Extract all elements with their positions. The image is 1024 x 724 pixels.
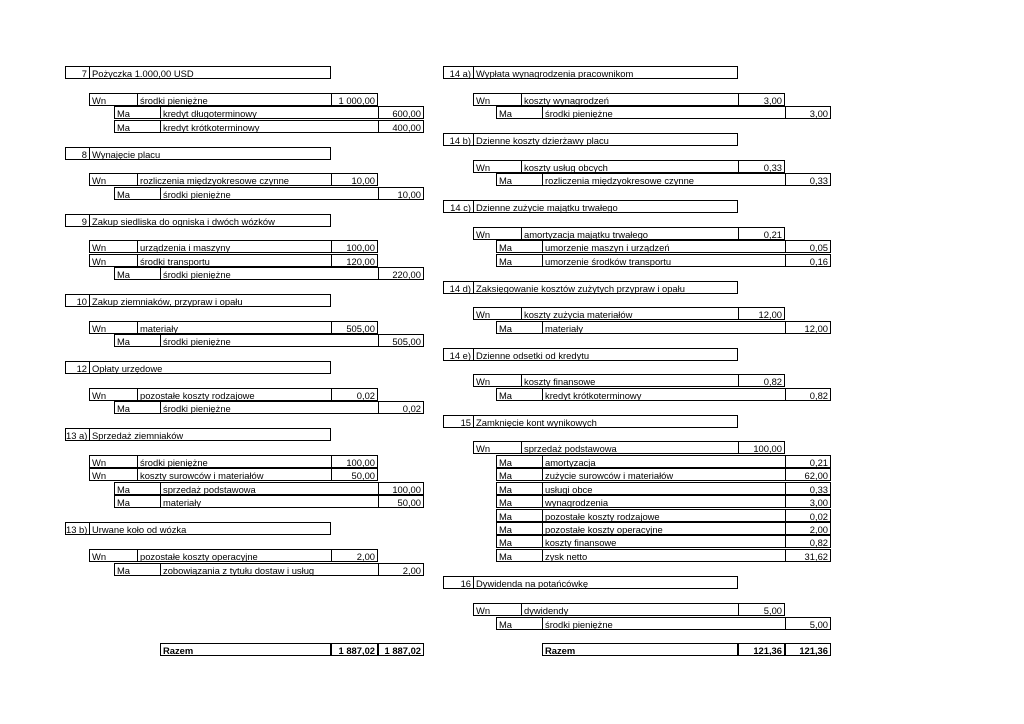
credit-side-label: Ma: [114, 267, 160, 280]
account-name: koszty zużycia materiałów: [521, 307, 738, 320]
section-title: Dzienne zużycie majątku trwałego: [473, 200, 738, 213]
section-number: 9: [65, 214, 89, 227]
account-name: koszty wynagrodzeń: [521, 93, 738, 106]
debit-side-label: Wn: [473, 93, 521, 106]
section-title: Pożyczka 1.000,00 USD: [89, 66, 331, 79]
debit-side-label: Wn: [473, 441, 521, 454]
credit-amount: 3,00: [785, 495, 831, 508]
credit-amount: 31,62: [785, 549, 831, 562]
credit-amount: 0,33: [785, 482, 831, 495]
debit-side-label: Wn: [89, 173, 137, 186]
debit-side-label: Wn: [89, 388, 137, 401]
account-name: środki pieniężne: [160, 334, 378, 347]
credit-side-label: Ma: [496, 617, 542, 630]
section-number: 13 a): [66, 430, 88, 441]
account-name: środki pieniężne: [542, 106, 785, 119]
debit-side-label: Wn: [473, 374, 521, 387]
debit-amount: 0,21: [738, 227, 785, 240]
credit-amount: 3,00: [785, 106, 831, 119]
account-name: zużycie surowców i materiałów: [542, 468, 785, 481]
debit-amount: 0,02: [331, 388, 378, 401]
section-title: Sprzedaż ziemniaków: [89, 428, 331, 441]
debit-amount: 0,33: [738, 160, 785, 173]
credit-side-label: Ma: [496, 495, 542, 508]
section-title: Dywidenda na potańcówkę: [473, 576, 738, 589]
account-name: środki pieniężne: [160, 267, 378, 280]
credit-amount: 62,00: [785, 468, 831, 481]
section-number: 16: [443, 576, 473, 589]
credit-side-label: Ma: [496, 388, 542, 401]
account-name: zysk netto: [542, 549, 785, 562]
section-number: 14 a): [443, 66, 473, 79]
credit-side-label: Ma: [496, 468, 542, 481]
account-name: materiały: [160, 495, 378, 508]
section-number: 12: [65, 361, 89, 374]
debit-side-label: Wn: [89, 240, 137, 253]
credit-side-label: Ma: [114, 495, 160, 508]
credit-side-label: Ma: [114, 563, 160, 576]
credit-side-label: Ma: [496, 549, 542, 562]
credit-amount: 0,82: [785, 535, 831, 548]
account-name: koszty finansowe: [521, 374, 738, 387]
credit-amount: 2,00: [378, 563, 424, 576]
account-name: materiały: [137, 321, 331, 334]
account-name: koszty surowców i materiałów: [137, 468, 331, 481]
account-name: pozostałe koszty operacyjne: [542, 522, 785, 535]
account-name: pozostałe koszty rodzajowe: [542, 509, 785, 522]
debit-side-label: Wn: [89, 468, 137, 481]
credit-amount: 0,16: [785, 254, 831, 267]
section-title: Wypłata wynagrodzenia pracownikom: [473, 66, 738, 79]
section-number: 14 b): [443, 133, 473, 146]
section-number: 10: [65, 294, 89, 307]
account-name: kredyt krótkoterminowy: [160, 120, 378, 133]
section-title: Wynajęcie placu: [89, 147, 331, 160]
credit-amount: 5,00: [785, 617, 831, 630]
section-title: Zakup siedliska do ogniska i dwóch wózków: [89, 214, 331, 227]
credit-side-label: Ma: [114, 120, 160, 133]
credit-side-label: Ma: [114, 401, 160, 414]
account-name: usługi obce: [542, 482, 785, 495]
credit-side-label: Ma: [114, 106, 160, 119]
credit-side-label: Ma: [496, 240, 542, 253]
debit-amount: 100,00: [331, 455, 378, 468]
section-number: 8: [65, 147, 89, 160]
section-number: 14 c): [443, 200, 473, 213]
credit-amount: 12,00: [785, 321, 831, 334]
debit-amount: 10,00: [331, 173, 378, 186]
total-debit: 121,36: [738, 643, 785, 656]
account-name: umorzenie maszyn i urządzeń: [542, 240, 785, 253]
debit-side-label: Wn: [473, 307, 521, 320]
section-number: 15: [443, 415, 473, 428]
account-name: umorzenie środków transportu: [542, 254, 785, 267]
credit-amount: 100,00: [378, 482, 424, 495]
total-credit: 121,36: [785, 643, 831, 656]
account-name: urządzenia i maszyny: [137, 240, 331, 253]
account-name: amortyzacja majątku trwałego: [521, 227, 738, 240]
debit-side-label: Wn: [473, 227, 521, 240]
account-name: pozostałe koszty operacyjne: [137, 549, 331, 562]
credit-amount: 0,82: [785, 388, 831, 401]
credit-amount: 0,02: [785, 509, 831, 522]
debit-amount: 120,00: [331, 254, 378, 267]
account-name: środki pieniężne: [160, 401, 378, 414]
credit-amount: 220,00: [378, 267, 424, 280]
account-name: środki pieniężne: [542, 617, 785, 630]
credit-amount: 2,00: [785, 522, 831, 535]
account-name: sprzedaż podstawowa: [160, 482, 378, 495]
section-title: Dzienne odsetki od kredytu: [473, 348, 738, 361]
credit-side-label: Ma: [496, 106, 542, 119]
credit-amount: 10,00: [378, 187, 424, 200]
credit-side-label: Ma: [496, 321, 542, 334]
account-name: kredyt krótkoterminowy: [542, 388, 785, 401]
account-name: pozostałe koszty rodzajowe: [137, 388, 331, 401]
credit-amount: 0,02: [378, 401, 424, 414]
credit-side-label: Ma: [496, 482, 542, 495]
account-name: zobowiązania z tytułu dostaw i usług: [160, 563, 378, 576]
account-name: kredyt długoterminowy: [160, 106, 378, 119]
debit-amount: 5,00: [738, 603, 785, 616]
debit-amount: 100,00: [738, 441, 785, 454]
section-number: 14 d): [443, 281, 473, 294]
section-title: Zaksięgowanie kosztów zużytych przypraw i opału: [473, 281, 738, 294]
debit-side-label: Wn: [473, 603, 521, 616]
section-number: 7: [65, 66, 89, 79]
debit-amount: 100,00: [331, 240, 378, 253]
account-name: środki pieniężne: [160, 187, 378, 200]
section-title: Zakup ziemniaków, przypraw i opału: [89, 294, 331, 307]
account-name: wynagrodzenia: [542, 495, 785, 508]
debit-amount: 505,00: [331, 321, 378, 334]
debit-amount: 12,00: [738, 307, 785, 320]
debit-amount: 1 000,00: [331, 93, 378, 106]
credit-side-label: Ma: [496, 254, 542, 267]
section-title: Opłaty urzędowe: [89, 361, 331, 374]
credit-side-label: Ma: [496, 173, 542, 186]
debit-amount: 50,00: [331, 468, 378, 481]
debit-side-label: Wn: [89, 321, 137, 334]
credit-amount: 0,05: [785, 240, 831, 253]
debit-amount: 3,00: [738, 93, 785, 106]
debit-side-label: Wn: [89, 93, 137, 106]
credit-side-label: Ma: [496, 509, 542, 522]
account-name: koszty usług obcych: [521, 160, 738, 173]
account-name: amortyzacja: [542, 455, 785, 468]
account-name: rozliczenia międzyokresowe czynne: [542, 173, 785, 186]
section-title: Dzienne koszty dzierżawy placu: [473, 133, 738, 146]
credit-side-label: Ma: [496, 522, 542, 535]
credit-amount: 50,00: [378, 495, 424, 508]
account-name: środki pieniężne: [137, 455, 331, 468]
debit-amount: 2,00: [331, 549, 378, 562]
credit-side-label: Ma: [496, 535, 542, 548]
credit-amount: 0,33: [785, 173, 831, 186]
debit-side-label: Wn: [89, 254, 137, 267]
account-name: środki pieniężne: [137, 93, 331, 106]
credit-amount: 505,00: [378, 334, 424, 347]
account-name: środki transportu: [137, 254, 331, 267]
credit-side-label: Ma: [114, 187, 160, 200]
credit-side-label: Ma: [496, 455, 542, 468]
account-name: dywidendy: [521, 603, 738, 616]
total-label: Razem: [160, 643, 331, 656]
credit-amount: 0,21: [785, 455, 831, 468]
section-title: Urwane koło od wózka: [89, 522, 331, 535]
total-debit: 1 887,02: [331, 643, 378, 656]
account-name: rozliczenia międzyokresowe czynne: [137, 173, 331, 186]
section-number: 13 b): [66, 524, 88, 535]
debit-side-label: Wn: [473, 160, 521, 173]
debit-side-label: Wn: [89, 455, 137, 468]
credit-amount: 600,00: [378, 106, 424, 119]
total-label: Razem: [542, 643, 738, 656]
section-title: Zamknięcie kont wynikowych: [473, 415, 738, 428]
debit-side-label: Wn: [89, 549, 137, 562]
debit-amount: 0,82: [738, 374, 785, 387]
credit-side-label: Ma: [114, 334, 160, 347]
account-name: sprzedaż podstawowa: [521, 441, 738, 454]
credit-amount: 400,00: [378, 120, 424, 133]
account-name: koszty finansowe: [542, 535, 785, 548]
account-name: materiały: [542, 321, 785, 334]
total-credit: 1 887,02: [378, 643, 424, 656]
credit-side-label: Ma: [114, 482, 160, 495]
section-number: 14 e): [443, 348, 473, 361]
